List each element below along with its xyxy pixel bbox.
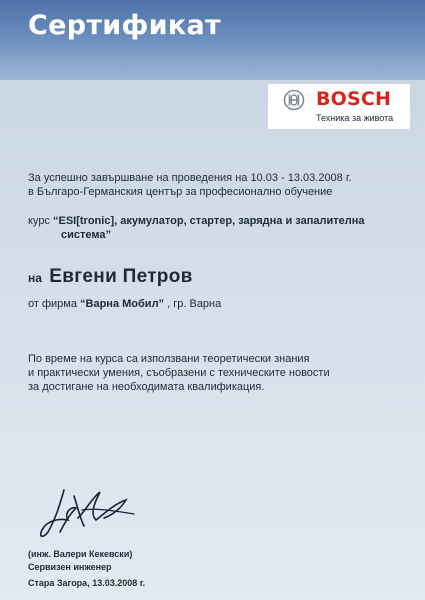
bosch-tagline: Техника за живота (316, 113, 394, 123)
recipient-line (28, 266, 193, 288)
company-name: “Варна Мобил” (80, 298, 165, 310)
statement-line-2: и практически умения, съобразени с техническите новости (28, 367, 330, 379)
place-date: Стара Загора, 13.03.2008 г. (28, 578, 146, 588)
signatory-name: (инж. Валери Кекевски) (28, 549, 133, 559)
signatory-role: Сервизен инженер (28, 562, 112, 572)
certificate-title: Сертификат (28, 10, 221, 41)
course-name-line-2: система” (61, 229, 111, 241)
statement-line-1: По време на курса са използвани теоретически знания (28, 353, 310, 365)
bosch-armature-icon (283, 89, 305, 111)
bosch-logo-text: BOSCH (316, 88, 392, 110)
recipient-prefix: на (28, 271, 42, 285)
course-name-line-1: “ESI[tronic], акумулатор, стартер, зарядна и запалителна (53, 215, 365, 227)
intro-line-1: За успешно завършване на проведения на 10.03 - 13.03.2008 г. (28, 172, 352, 184)
company-city: , гр. Варна (167, 298, 222, 310)
company-prefix: от фирма (28, 298, 77, 310)
company-line (28, 297, 221, 311)
course-prefix: курс (28, 215, 50, 227)
statement-line-3: за достигане на необходимата квалификация. (28, 381, 265, 393)
recipient-name: Евгени Петров (49, 266, 193, 287)
course-line-1 (28, 214, 364, 228)
intro-line-2: в Българо-Германския център за професионално обучение (28, 186, 333, 198)
handwritten-signature (34, 484, 144, 544)
